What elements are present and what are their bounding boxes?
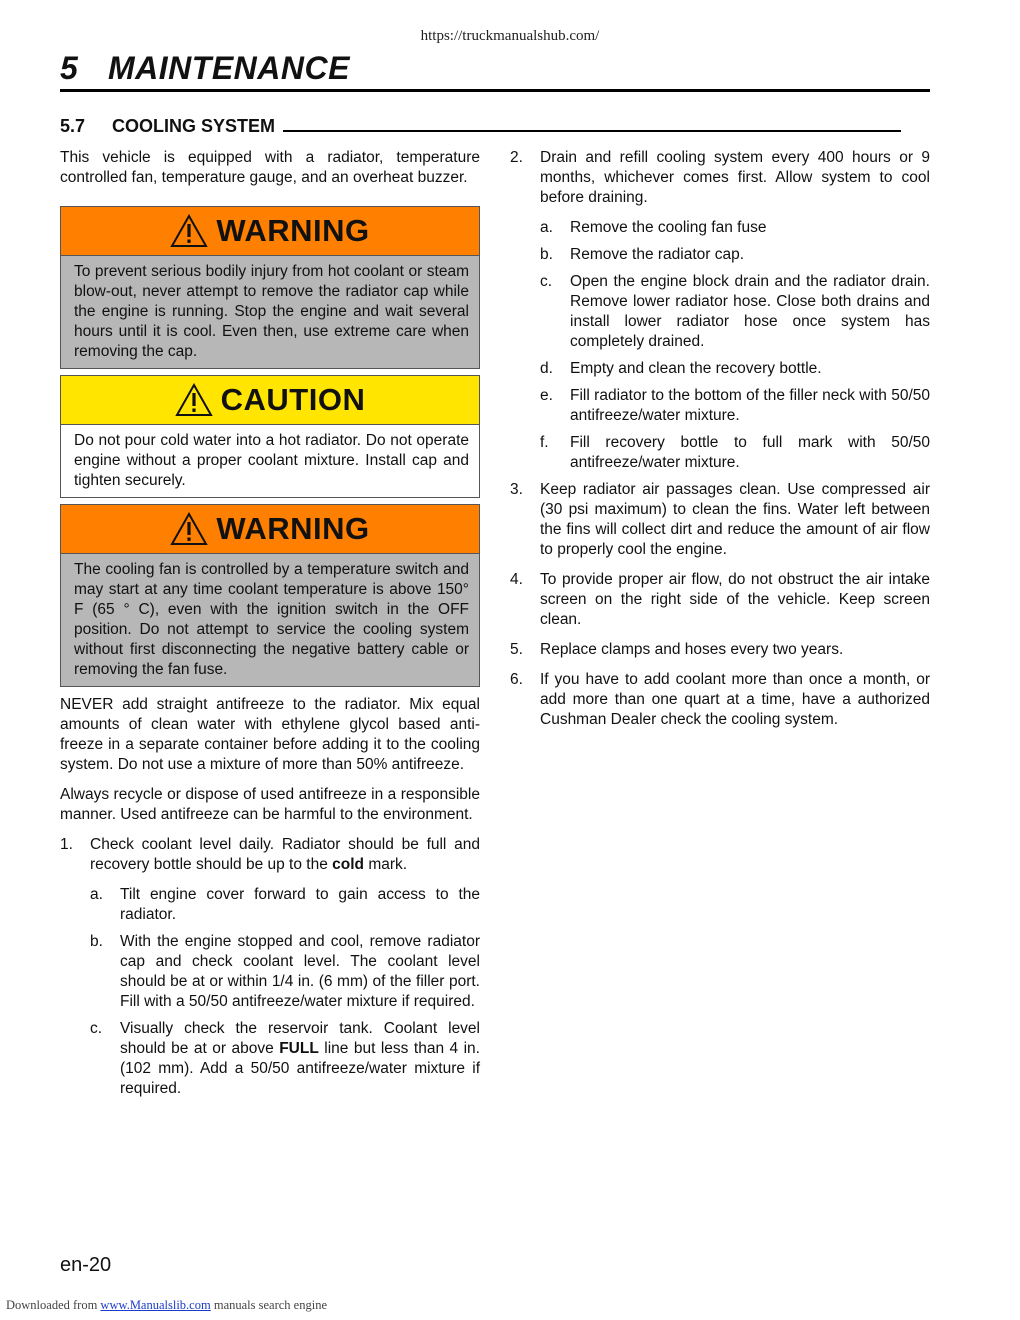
substep-marker: c. <box>90 1020 103 1037</box>
step-2d <box>510 359 930 379</box>
antifreeze-recycle-paragraph: Always recycle or dispose of used antifreeze in a responsible manner. Used antifreeze can be harmful to the environment. <box>60 786 480 823</box>
substep-text: Empty and clean the recovery bottle. <box>570 360 822 377</box>
step-2a <box>510 218 930 238</box>
substep-marker: a. <box>540 219 553 236</box>
warning-text: The cooling fan is controlled by a temperature switch and may start at any time coolant temperature is above 150° F (65 ° C), even with the ignition switch in the OFF position. Do not attempt to service the cooling system without first disconnecting the negative battery cable or removing the fan fuse. <box>61 554 479 686</box>
chapter-title: MAINTENANCE <box>108 50 350 86</box>
caution-header <box>61 376 479 425</box>
substep-text-bold: FULL <box>279 1040 319 1057</box>
substep-text: Fill recovery bottle to full mark with 50/50 antifreeze/water mixture. <box>570 434 930 471</box>
substep-text: Tilt engine cover forward to gain access to the radiator. <box>120 886 480 923</box>
warning-triangle-icon <box>170 214 208 248</box>
warning-box-cooling-fan <box>60 504 480 687</box>
caution-box-cold-water <box>60 375 480 498</box>
substep-text: Remove the radiator cap. <box>570 246 745 263</box>
step-6 <box>510 670 930 730</box>
substep-marker: d. <box>540 360 553 377</box>
step-marker: 2. <box>510 149 523 166</box>
step-1b <box>60 932 480 1012</box>
substep-marker: a. <box>90 886 103 903</box>
caution-text: Do not pour cold water into a hot radiator. Do not operate engine without a proper coolant mixture. Install cap and tighten securely. <box>61 425 479 497</box>
substep-text: Open the engine block drain and the radiator drain. Remove lower radiator hose. Close both drains and install lower radiator hose once system has completely drained. <box>570 273 930 350</box>
heading-rule <box>60 89 930 92</box>
substep-text: With the engine stopped and cool, remove radiator cap and check coolant level. The coolant level should be at or within 1/4 in. (6 mm) of the filler port. Fill with a 50/50 antifreeze/water mixture if required. <box>120 933 480 1010</box>
step-2b <box>510 245 930 265</box>
step-text: Check coolant level daily. Radiator should be full and recovery bottle should be up to the <box>90 836 480 873</box>
intro-paragraph: This vehicle is equipped with a radiator, temperature controlled fan, temperature gauge, and an overheat buzzer. <box>60 149 480 186</box>
step-2c <box>510 272 930 352</box>
step-2f <box>510 433 930 473</box>
step-marker: 1. <box>60 836 73 853</box>
right-column <box>510 148 930 740</box>
footer-suffix: manuals search engine <box>210 1298 327 1312</box>
step-text: Keep radiator air passages clean. Use compressed air (30 psi maximum) to clean the fins. Water left between the fins will collect dirt and reduce the amount of air flow to properly cool the engine. <box>540 481 930 558</box>
manualslib-link[interactable]: www.Manualslib.com <box>100 1298 211 1312</box>
section-heading <box>60 116 930 137</box>
warning-title: WARNING <box>216 213 370 248</box>
step-marker: 4. <box>510 571 523 588</box>
page-number: en-20 <box>60 1254 112 1276</box>
warning-triangle-icon <box>170 512 208 546</box>
step-text: Drain and refill cooling system every 400 hours or 9 months, whichever comes first. Allow system to cool before draining. <box>540 149 930 206</box>
chapter-heading <box>60 50 350 87</box>
substep-marker: b. <box>90 933 103 950</box>
substep-text: line but less than 4 in. (102 mm). Add a 50/50 antifreeze/water mixture if required. <box>120 1040 480 1097</box>
warning-header <box>61 505 479 554</box>
download-footer <box>6 1298 327 1313</box>
substep-text: Visually check the reservoir tank. Coolant level should be at or above <box>120 1020 480 1057</box>
step-marker: 3. <box>510 481 523 498</box>
section-title: COOLING SYSTEM <box>112 116 276 136</box>
warning-text: To prevent serious bodily injury from hot coolant or steam blow-out, never attempt to remove the radiator cap while the engine is running. Stop the engine and wait several hours until it is cool. Even then, use extreme care when removing the cap. <box>61 256 479 368</box>
caution-title: CAUTION <box>220 382 366 417</box>
step-4 <box>510 570 930 630</box>
chapter-number: 5 <box>60 50 79 86</box>
substep-text: Remove the cooling fan fuse <box>570 219 767 236</box>
footer-prefix: Downloaded from <box>6 1298 101 1312</box>
warning-box-hot-coolant <box>60 206 480 369</box>
left-column <box>60 148 480 1106</box>
section-number: 5.7 <box>60 116 86 136</box>
step-text: If you have to add coolant more than once a month, or add more than one quart at a time, have a authorized Cushman Dealer check the cooling system. <box>540 671 930 728</box>
warning-header <box>61 207 479 256</box>
caution-triangle-icon <box>175 383 213 417</box>
step-text-bold: cold <box>332 856 365 873</box>
step-3 <box>510 480 930 560</box>
step-marker: 6. <box>510 671 523 688</box>
step-text: Replace clamps and hoses every two years. <box>540 641 844 658</box>
source-url: https://truckmanualshub.com/ <box>420 28 600 44</box>
substep-marker: f. <box>540 434 549 451</box>
substep-text: Fill radiator to the bottom of the filler neck with 50/50 antifreeze/water mixture. <box>570 387 930 424</box>
warning-title: WARNING <box>216 511 370 546</box>
step-text: To provide proper air flow, do not obstruct the air intake screen on the right side of the vehicle. Keep screen clean. <box>540 571 930 628</box>
step-1c <box>60 1019 480 1099</box>
step-marker: 5. <box>510 641 523 658</box>
substep-marker: e. <box>540 387 553 404</box>
step-1 <box>60 835 480 875</box>
step-2 <box>510 148 930 208</box>
step-2e <box>510 386 930 426</box>
section-underline <box>283 116 901 132</box>
antifreeze-mix-paragraph: NEVER add straight antifreeze to the radiator. Mix equal amounts of clean water with ethylene glycol based anti-freeze in a separate container before adding it to the cooling system. Do not use a mixture of more than 50% antifreeze. <box>60 696 480 773</box>
substep-marker: c. <box>540 273 553 290</box>
step-text: mark. <box>364 856 408 873</box>
substep-marker: b. <box>540 246 553 263</box>
step-1a <box>60 885 480 925</box>
step-5 <box>510 640 930 660</box>
